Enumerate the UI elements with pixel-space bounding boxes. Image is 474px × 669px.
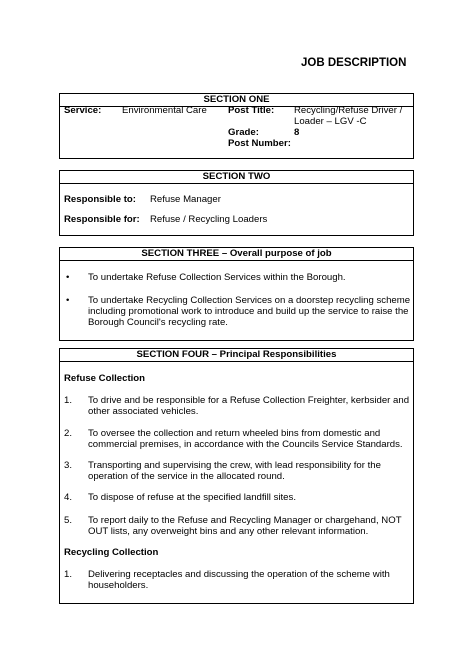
recycling-collection-subheading: Recycling Collection [64, 547, 159, 558]
item-line: other associated vehicles. [88, 406, 199, 417]
bullet-text: To undertake Refuse Collection Services within the Borough. [88, 272, 346, 283]
section-one-box [59, 93, 414, 159]
section-three-heading: SECTION THREE – Overall purpose of job [60, 248, 413, 261]
bullet-text [88, 295, 410, 328]
bullet-line: including promotional work to introduce and build up the service to raise the [88, 306, 409, 317]
grade-value: 8 [294, 127, 300, 138]
item-text [88, 492, 296, 503]
responsible-for-value: Refuse / Recycling Loaders [150, 214, 268, 225]
item-number: 1. [64, 569, 73, 580]
post-title-value-line2: Loader – LGV -C [294, 116, 367, 127]
item-text [88, 395, 409, 417]
bullet-line: To undertake Recycling Collection Services on a doorstep recycling scheme [88, 295, 411, 306]
document-title: JOB DESCRIPTION [301, 57, 407, 69]
bullet-icon: • [66, 295, 70, 306]
refuse-collection-subheading: Refuse Collection [64, 373, 146, 384]
item-line: To oversee the collection and return wheeled bins from domestic and [88, 428, 381, 439]
item-line: Transporting and supervising the crew, with lead responsibility for the [88, 460, 381, 471]
item-text [88, 515, 402, 537]
responsible-to-value: Refuse Manager [150, 194, 221, 205]
section-two-heading: SECTION TWO [60, 171, 413, 184]
item-line: To dispose of refuse at the specified landfill sites. [88, 492, 296, 503]
item-number: 4. [64, 492, 73, 503]
item-text [88, 569, 390, 591]
bullet-line: Borough Council's recycling rate. [88, 317, 228, 328]
post-title-label: Post Title: [228, 105, 275, 116]
section-three-box [59, 247, 414, 341]
item-line: To drive and be responsible for a Refuse Collection Freighter, kerbsider and [88, 395, 410, 406]
item-line: To report daily to the Refuse and Recycling Manager or chargehand, NOT [88, 515, 402, 526]
item-number: 1. [64, 395, 73, 406]
responsible-for-label: Responsible for: [64, 214, 140, 225]
post-title-value-line1: Recycling/Refuse Driver / [294, 105, 403, 116]
section-four-heading: SECTION FOUR – Principal Responsibilities [60, 349, 413, 362]
item-text [88, 428, 403, 450]
item-line: commercial premises, in accordance with the Councils Service Standards. [88, 439, 403, 450]
service-value: Environmental Care [122, 105, 207, 116]
grade-label: Grade: [228, 127, 259, 138]
bullet-icon: • [66, 272, 70, 283]
post-number-label: Post Number: [228, 138, 291, 149]
responsible-to-label: Responsible to: [64, 194, 136, 205]
item-number: 5. [64, 515, 73, 526]
item-line: householders. [88, 580, 149, 591]
item-line: OUT lists, any overweight bins and any other relevant information. [88, 526, 369, 537]
section-one-heading: SECTION ONE [60, 94, 413, 107]
service-label: Service: [64, 105, 102, 116]
item-number: 2. [64, 428, 73, 439]
item-number: 3. [64, 460, 73, 471]
item-line: Delivering receptacles and discussing the operation of the scheme with [88, 569, 390, 580]
item-text [88, 460, 381, 482]
item-line: operation of the service in the allocated round. [88, 471, 285, 482]
section-four-box [59, 348, 414, 604]
section-two-box [59, 170, 414, 236]
